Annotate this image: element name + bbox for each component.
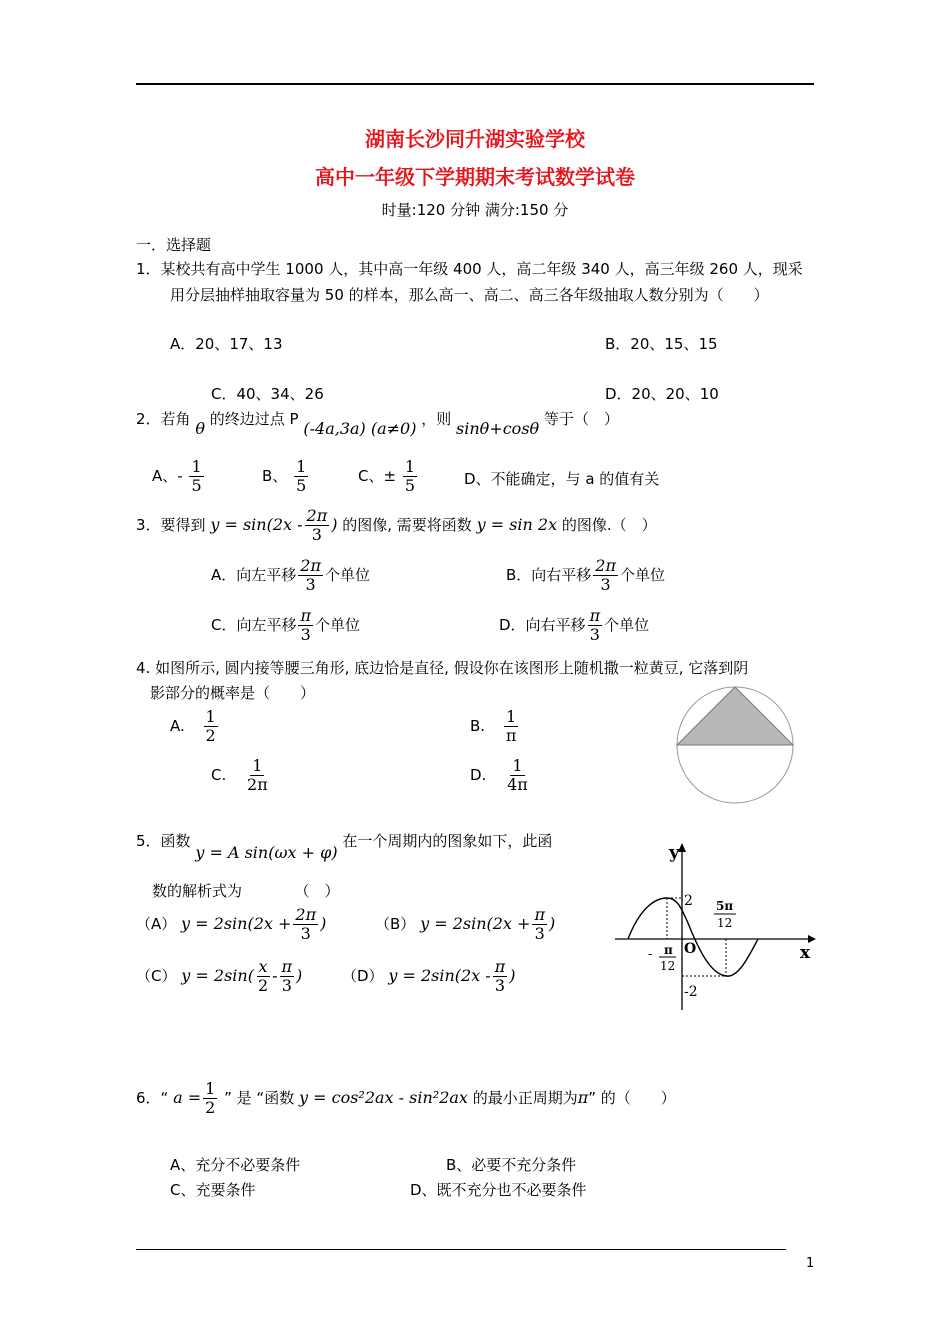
q6-option-d: D、既不充分也不必要条件 [410,1181,587,1199]
q6-option-c: C、充要条件 [170,1181,256,1199]
q5-d-frac: $\frac{\pi}{3}$ [494,957,506,995]
q3-d-pre: D．向右平移 [499,616,586,634]
q4-line2: 影部分的概率是（ ） [150,684,316,702]
q4-c-frac: $\frac{1}{2\pi}$ [247,756,268,794]
q5-c-close: ) [296,966,303,985]
shaded-triangle [677,687,793,745]
q4-option-c [211,757,272,794]
q4-b-frac: $\frac{1}{\pi}$ [505,707,517,745]
q5-a-close: ) [320,914,327,933]
q5-a-frac: $\frac{2\pi}{3}$ [295,905,317,943]
graph-origin-label: O [684,941,697,957]
q4-option-a [170,708,220,745]
q2-b-frac: $\frac{1}{5}$ [296,457,307,495]
q2-c-frac: $\frac{1}{5}$ [404,457,416,495]
q2-stem [136,408,619,438]
graph-xleft-den: 12 [660,959,676,973]
q3-a-unit: 个单位 [324,566,370,584]
bottom-rule [136,1249,786,1250]
q2-option-a [152,458,206,495]
q3-suffix: 的图像.（ ） [561,516,657,534]
q4-line1: 4. 如图所示, 圆内接等腰三角形, 底边恰是直径, 假设你在该图形上随机撒一粒黄豆, 它落到阴 [136,659,749,677]
q3-d-frac: $\frac{\pi}{3}$ [589,606,601,644]
exam-title: 高中一年级下学期期末考试数学试卷 [315,165,635,189]
q6-func: y = cos²2ax - sin²2ax [298,1088,468,1107]
q3-f2: y = sin 2x [476,515,558,534]
graph-ymax-label: 2 [684,893,693,909]
q5-option-c [136,958,302,995]
graph-x-label: x [800,943,811,963]
q4-option-d [470,757,532,794]
q5-d-pre: y = 2sin(2x - [388,966,491,985]
page-number: 1 [806,1256,815,1271]
graph-xright-num: 5π [716,899,734,913]
sine-curve [628,898,758,976]
q5-option-d [342,958,515,995]
q5-b-label: （B） [375,915,416,933]
q5-prefix: 5．函数 [136,832,191,850]
q3-d-unit: 个单位 [604,616,650,634]
q3-c-pre: C．向左平移 [211,616,297,634]
q3-option-c [211,607,360,644]
q5-line1-suffix: 在一个周期内的图象如下，此函 [342,832,553,850]
q3-option-a [211,557,370,594]
q3-option-d [499,607,649,644]
q5-c-pre: y = 2sin( [181,966,254,985]
q2-expr: sinθ+cosθ [456,419,540,438]
q3-f1-frac: $\frac{2\pi}{3}$ [306,506,328,544]
graph-xleft-num: π [664,943,673,957]
q6-suffix1: 的最小正周期为 [472,1089,578,1107]
q4-option-b [470,708,520,745]
q3-option-b [506,557,665,594]
q5-d-close: ) [509,966,516,985]
q3-a-pre: A．向左平移 [211,566,297,584]
q5-line1 [136,830,553,862]
q4-a-label: A. [170,717,185,735]
q2-mid: 的终边过点 P [209,410,299,428]
q2-suffix: 等于（ ） [543,410,619,428]
q5-a-label: （A） [136,915,177,933]
q2-option-c [358,458,419,495]
q3-a-frac: $\frac{2\pi}{3}$ [300,556,321,594]
q5-c-minus: - [272,966,278,985]
q4-d-label: D. [470,766,487,784]
q5-c-frac2: $\frac{\pi}{3}$ [281,957,293,995]
q1-option-d: D．20、20、10 [605,385,719,403]
q2-option-d: D、不能确定，与 a 的值有关 [464,470,660,488]
q6-option-b: B、必要不充分条件 [446,1156,577,1174]
graph-y-label: y [669,842,680,863]
q3-b-frac: $\frac{2\pi}{3}$ [595,556,616,594]
q2-b-label: B、 [262,467,288,485]
q3-f1-post: ) [331,515,338,534]
q1-option-c: C．40、34、26 [211,385,324,403]
q5-func: y = A sin(ωx + φ) [195,843,338,862]
top-rule [136,83,814,85]
q5-c-frac1: $\frac{x}{2}$ [257,957,269,995]
q4-circle-figure [672,682,798,808]
school-title: 湖南长沙同升湖实验学校 [365,127,585,151]
q4-a-frac: $\frac{1}{2}$ [205,707,216,745]
q6-pi: π [577,1088,589,1107]
q5-b-close: ) [548,914,556,933]
x-axis-arrow [808,935,816,943]
q6-a-eq: a = [173,1088,202,1107]
q2-then: ，则 [421,410,452,428]
q3-b-pre: B．向右平移 [506,566,592,584]
exam-meta: 时量:120 分钟 满分:150 分 [381,201,569,219]
q5-line2: 数的解析式为 （ ） [152,882,340,900]
q3-b-unit: 个单位 [620,566,666,584]
q2-a-frac: $\frac{1}{5}$ [191,457,202,495]
q5-sine-graph [610,838,820,1013]
q3-c-unit: 个单位 [315,616,361,634]
q5-b-pre: y = 2sin(2x + [420,914,531,933]
q5-option-a [136,906,326,943]
q1-option-b: B．20、15、15 [605,335,718,353]
q4-b-label: B. [470,717,486,735]
q2-a-label: A、- [152,467,183,485]
q3-c-frac: $\frac{\pi}{3}$ [300,606,311,644]
q3-f1-pre: y = sin(2x - [210,515,303,534]
q6-suffix2: ” 的（ ） [588,1089,676,1107]
q5-b-frac: $\frac{\pi}{3}$ [534,905,545,943]
q6-prefix: 6．“ [136,1089,169,1107]
q2-c-label: C、± [358,467,397,485]
q1-option-a: A．20、17、13 [170,335,283,353]
q3-mid: 的图像, 需要将函数 [342,516,472,534]
q5-a-pre: y = 2sin(2x + [181,914,292,933]
q3-prefix: 3．要得到 [136,516,206,534]
q1-line2: 用分层抽样抽取容量为 50 的样本，那么高一、高二、高三各年级抽取人数分别为（ ） [170,286,769,304]
q6-stem [136,1080,676,1117]
q5-c-label: （C） [136,967,177,985]
q6-mid: ” 是 “函数 [224,1089,295,1107]
q1-line1: 1．某校共有高中学生 1000 人，其中高一年级 400 人，高二年级 340 人，高三年级 260 人，现采 [136,260,803,278]
q2-point: (-4a,3a) (a≠0) [303,419,417,438]
graph-xleft-sign: - [648,947,653,962]
q5-option-b [375,906,555,943]
q3-stem [136,507,657,544]
graph-ymin-label: -2 [684,984,698,1000]
graph-xright-den: 12 [717,916,733,930]
q4-d-frac: $\frac{1}{4\pi}$ [507,756,528,794]
q5-d-label: （D） [342,967,384,985]
q6-option-a: A、充分不必要条件 [170,1156,301,1174]
q2-option-b [262,458,310,495]
theta-symbol: θ [195,419,205,438]
section-heading: 一．选择题 [136,236,212,254]
q2-prefix: 2．若角 [136,410,191,428]
q4-c-label: C. [211,766,227,784]
q6-a-frac: $\frac{1}{2}$ [205,1079,216,1117]
